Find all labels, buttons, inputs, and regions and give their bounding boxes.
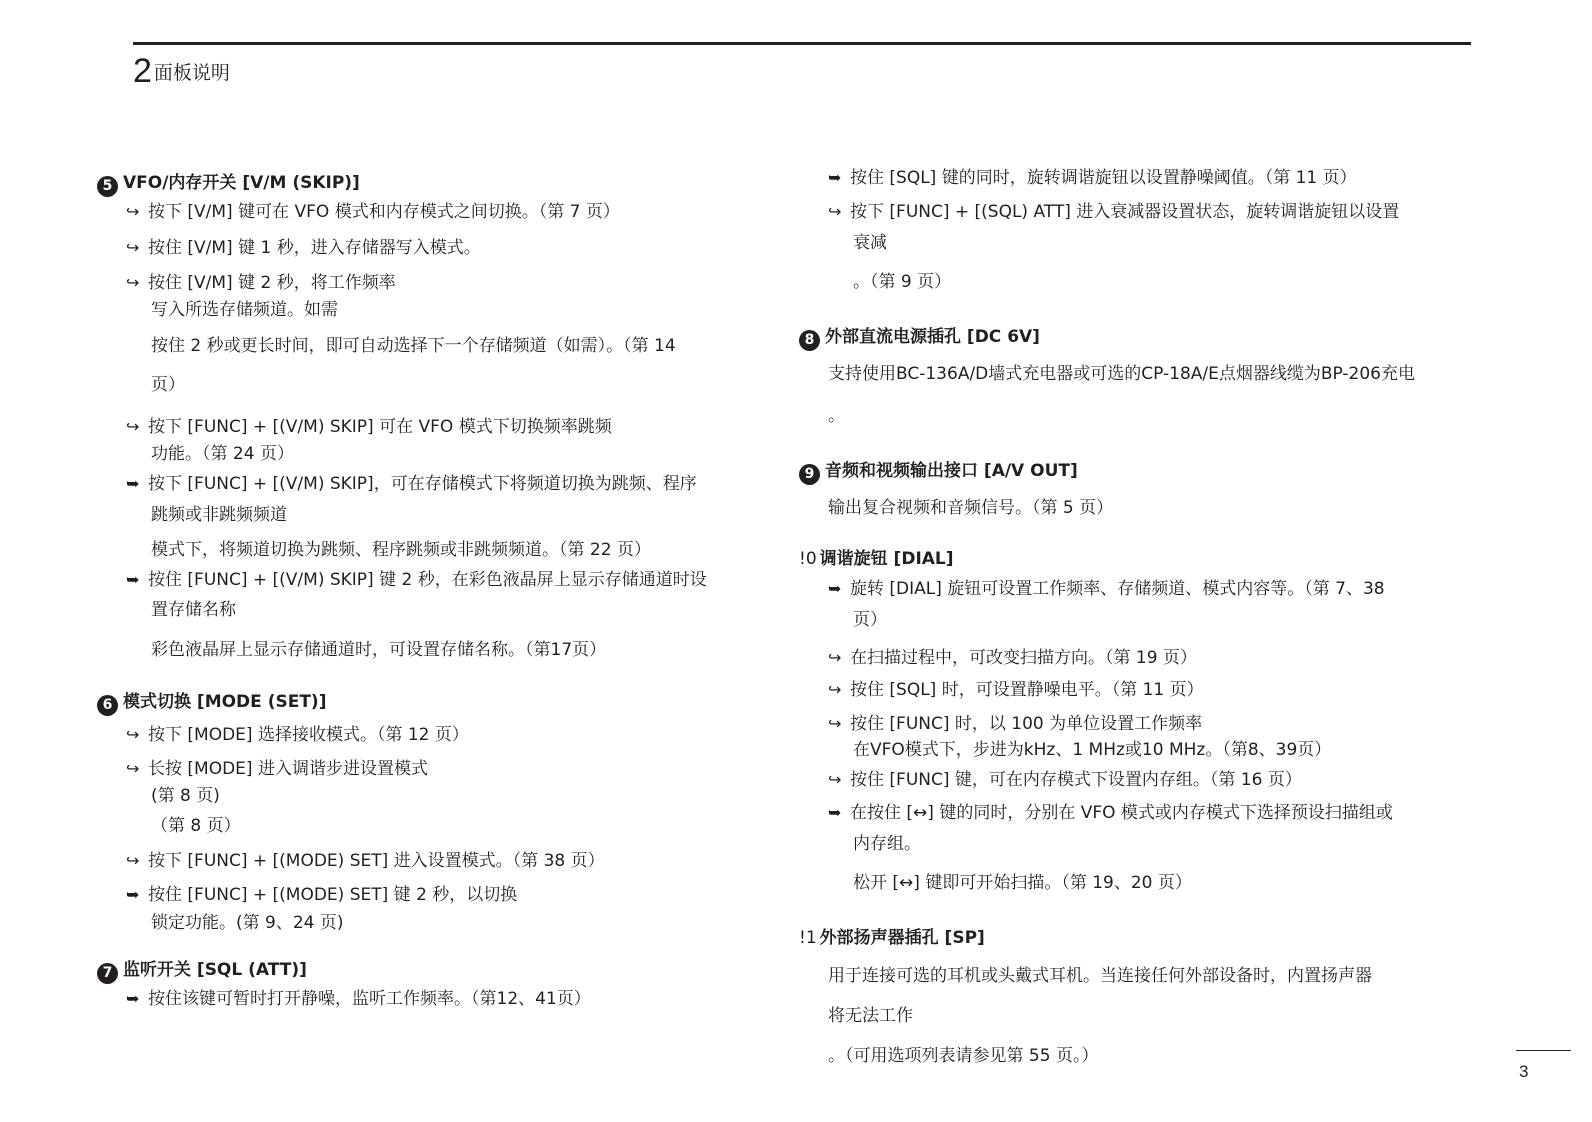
list-item: ➥ 按住 [FUNC] + [(V/M) SKIP] 键 2 秒，在彩色液晶屏上显示存储通道时设 bbox=[126, 570, 707, 590]
section-5-heading bbox=[97, 172, 360, 197]
list-item: ↪ 按下 [V/M] 键可在 VFO 模式和内存模式之间切换。（第 7 页） bbox=[126, 202, 620, 222]
text-line: 松开 [↔] 键即可开始扫描。（第 19、20 页） bbox=[853, 873, 1192, 893]
main-arrow-icon: ➥ bbox=[126, 885, 140, 904]
sub-arrow-icon: ↪ bbox=[126, 725, 140, 744]
header-rule bbox=[133, 42, 1471, 45]
list-item: ↪ 长按 [MODE] 进入调谐步进设置模式 bbox=[126, 759, 428, 779]
list-item: ➥ 按下 [FUNC] + [(V/M) SKIP]，可在存储模式下将频道切换为跳频、程序 bbox=[126, 474, 697, 494]
section-11-heading bbox=[799, 927, 985, 949]
section-number-badge: 8 bbox=[799, 330, 820, 351]
text-line: 衰减 bbox=[853, 233, 887, 253]
section-title: 调谐旋钮 [DIAL] bbox=[819, 549, 954, 569]
text-line: 跳频或非跳频频道 bbox=[151, 505, 287, 525]
text-line: 模式下，将频道切换为跳频、程序跳频或非跳频频道。（第 22 页） bbox=[151, 540, 651, 560]
section-title: 模式切换 [MODE (SET)] bbox=[123, 692, 327, 712]
text-line: 写入所选存储频道。如需 bbox=[151, 300, 338, 320]
list-item: ↪ 按住 [V/M] 键 2 秒，将工作频率 bbox=[126, 273, 396, 293]
text-line: 在VFO模式下，步进为kHz、1 MHz或10 MHz。（第8、39页） bbox=[853, 740, 1332, 760]
list-item: ↪ 按住 [FUNC] 键，可在内存模式下设置内存组。（第 16 页） bbox=[828, 770, 1302, 790]
text-line: 。（可用选项列表请参见第 55 页。） bbox=[828, 1046, 1099, 1066]
text-line: 按住 2 秒或更长时间，即可自动选择下一个存储频道（如需）。（第 14 bbox=[151, 336, 676, 356]
main-arrow-icon: ➥ bbox=[828, 803, 842, 822]
section-9-heading bbox=[799, 460, 1078, 485]
chapter-number: 2 bbox=[133, 52, 152, 90]
section-title: 外部直流电源插孔 [DC 6V] bbox=[825, 327, 1040, 347]
section-number-badge: 9 bbox=[799, 464, 820, 485]
page-header bbox=[133, 52, 230, 91]
section-title: 监听开关 [SQL (ATT)] bbox=[123, 960, 307, 980]
list-item: ↪ 按下 [FUNC] + [(V/M) SKIP] 可在 VFO 模式下切换频率跳频 bbox=[126, 417, 612, 437]
section-number-badge: 6 bbox=[97, 695, 118, 716]
main-arrow-icon: ➥ bbox=[828, 168, 842, 187]
section-10-heading bbox=[799, 548, 954, 570]
text-line: (第 8 页) bbox=[151, 786, 220, 806]
sub-arrow-icon: ↪ bbox=[828, 648, 842, 667]
main-arrow-icon: ➥ bbox=[828, 579, 842, 598]
section-number-badge: 5 bbox=[97, 176, 118, 197]
list-item: ↪ 按住 [SQL] 时，可设置静噪电平。（第 11 页） bbox=[828, 680, 1204, 700]
text-line: 用于连接可选的耳机或头戴式耳机。当连接任何外部设备时，内置扬声器 bbox=[828, 966, 1372, 986]
text-line: 彩色液晶屏上显示存储通道时，可设置存储名称。（第17页） bbox=[151, 640, 607, 660]
sub-arrow-icon: ↪ bbox=[126, 417, 140, 436]
section-number: !1 bbox=[799, 928, 817, 948]
text-line: 页） bbox=[853, 610, 887, 630]
text-line: 内存组。 bbox=[853, 834, 921, 854]
list-item: ↪ 按下 [MODE] 选择接收模式。（第 12 页） bbox=[126, 725, 469, 745]
list-item: ➥ 在按住 [↔] 键的同时，分别在 VFO 模式或内存模式下选择预设扫描组或 bbox=[828, 803, 1393, 823]
section-title: 音频和视频输出接口 [A/V OUT] bbox=[825, 461, 1078, 481]
text-line: 输出复合视频和音频信号。（第 5 页） bbox=[828, 498, 1114, 518]
sub-arrow-icon: ↪ bbox=[828, 680, 842, 699]
sub-arrow-icon: ↪ bbox=[828, 202, 842, 221]
list-item: ↪ 按下 [FUNC] + [(SQL) ATT] 进入衰减器设置状态，旋转调谐旋钮以设置 bbox=[828, 202, 1400, 222]
sub-arrow-icon: ↪ bbox=[828, 770, 842, 789]
chapter-title: 面板说明 bbox=[153, 62, 230, 84]
main-arrow-icon: ➥ bbox=[126, 570, 140, 589]
text-line: （第 8 页） bbox=[151, 816, 241, 836]
footer-rule bbox=[1516, 1050, 1571, 1051]
text-line: 。 bbox=[828, 406, 845, 426]
text-line: 锁定功能。(第 9、24 页) bbox=[151, 913, 344, 933]
page-number: 3 bbox=[1519, 1062, 1529, 1081]
text-line: 功能。（第 24 页） bbox=[151, 444, 294, 464]
sub-arrow-icon: ↪ bbox=[126, 273, 140, 292]
sub-arrow-icon: ↪ bbox=[126, 238, 140, 257]
text-line: 置存储名称 bbox=[151, 600, 236, 620]
text-line: 将无法工作 bbox=[828, 1006, 913, 1026]
sub-arrow-icon: ↪ bbox=[126, 759, 140, 778]
sub-arrow-icon: ↪ bbox=[126, 851, 140, 870]
list-item: ➥ 按住 [SQL] 键的同时，旋转调谐旋钮以设置静噪阈值。（第 11 页） bbox=[828, 168, 1357, 188]
list-item: ↪ 按下 [FUNC] + [(MODE) SET] 进入设置模式。（第 38 页） bbox=[126, 851, 605, 871]
text-line: 。（第 9 页） bbox=[853, 272, 952, 292]
list-item: ↪ 在扫描过程中，可改变扫描方向。（第 19 页） bbox=[828, 648, 1197, 668]
section-title: 外部扬声器插孔 [SP] bbox=[819, 928, 985, 948]
section-number: !0 bbox=[799, 549, 817, 569]
sub-arrow-icon: ↪ bbox=[126, 202, 140, 221]
text-line: 支持使用BC-136A/D墙式充电器或可选的CP-18A/E点烟器线缆为BP-206充电 bbox=[828, 364, 1415, 384]
section-6-heading bbox=[97, 691, 326, 716]
list-item: ➥ 按住该键可暂时打开静噪，监听工作频率。（第12、41页） bbox=[126, 989, 591, 1009]
list-item: ➥ 旋转 [DIAL] 旋钮可设置工作频率、存储频道、模式内容等。（第 7、38 bbox=[828, 579, 1385, 599]
section-number-badge: 7 bbox=[97, 963, 118, 984]
list-item: ➥ 按住 [FUNC] + [(MODE) SET] 键 2 秒，以切换 bbox=[126, 885, 518, 905]
section-title: VFO/内存开关 [V/M (SKIP)] bbox=[123, 173, 360, 193]
list-item: ↪ 按住 [V/M] 键 1 秒，进入存储器写入模式。 bbox=[126, 238, 481, 258]
main-arrow-icon: ➥ bbox=[126, 989, 140, 1008]
section-7-heading bbox=[97, 959, 307, 984]
sub-arrow-icon: ↪ bbox=[828, 714, 842, 733]
list-item: ↪ 按住 [FUNC] 时，以 100 为单位设置工作频率 bbox=[828, 714, 1203, 734]
section-8-heading bbox=[799, 326, 1040, 351]
main-arrow-icon: ➥ bbox=[126, 474, 140, 493]
text-line: 页） bbox=[151, 375, 185, 395]
